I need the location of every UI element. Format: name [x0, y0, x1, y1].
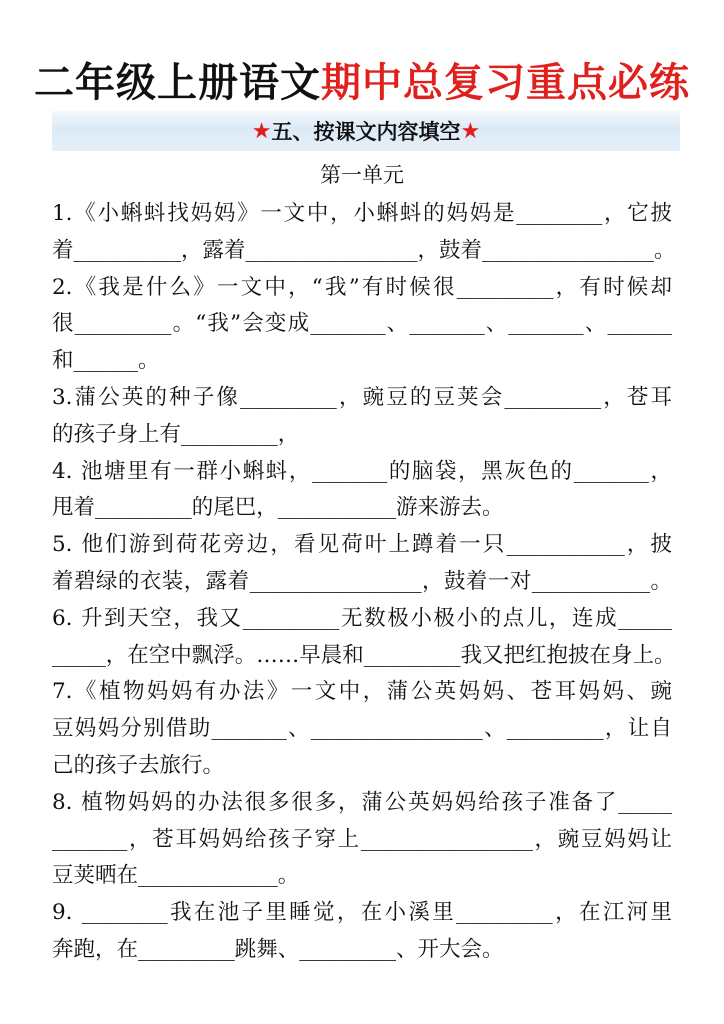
exercise-line: 5. 他们游到荷花旁边，看见荷叶上蹲着一只___________，披	[52, 532, 672, 558]
exercise-line: 很_________。“我”会变成_______、_______、_______、______	[52, 311, 672, 337]
exercise-line: 8. 植物妈妈的办法很多很多，蒲公英妈妈给孩子准备了_____	[52, 789, 672, 815]
exercise-line: 甩着_________的尾巴，___________游来游去。	[52, 495, 504, 521]
exercise-line: _____，在空中飘浮。……早晨和_________我又把红抱披在身上。	[52, 642, 676, 668]
exercise-line: 的孩子身上有_________，	[52, 421, 300, 447]
exercise-line: 4. 池塘里有一群小蝌蚪，_______的脑袋，黑灰色的_______，	[52, 458, 672, 484]
star-icon: ★	[251, 118, 272, 144]
exercise-line: 1.《小蝌蚪找妈妈》一文中，小蝌蚪的妈妈是________，它披	[52, 201, 672, 226]
exercise-line: 和______。	[52, 348, 160, 374]
title-red-part: 期中总复习重点必练	[321, 60, 690, 106]
exercise-line: 豆荚晒在_____________。	[52, 863, 300, 889]
exercise-line: 奔跑，在_________跳舞、_________、开大会。	[52, 936, 504, 962]
exercise-line: 7.《植物妈妈有办法》一文中，蒲公英妈妈、苍耳妈妈、豌	[52, 679, 672, 705]
exercise-line: 己的孩子去旅行。	[52, 752, 225, 778]
page-title	[0, 58, 724, 108]
exercise-body	[52, 196, 676, 969]
exercise-line: 9. ________我在池子里睡觉，在小溪里_________，在江河里	[52, 900, 672, 926]
unit-heading: 第一单元	[320, 163, 404, 187]
exercise-line: 豆妈妈分别借助_______、________________、_________，让自	[52, 716, 672, 742]
exercise-line: 6. 升到天空，我又_________无数极小极小的点儿，连成_____	[52, 605, 672, 631]
exercise-line: 2.《我是什么》一文中，“我”有时候很_________，有时候却	[52, 274, 672, 300]
exercise-line: 3.蒲公英的种子像_________，豌豆的豆荚会_________，苍耳	[52, 384, 672, 410]
exercise-line: 着__________，露着________________，鼓着________________。	[52, 237, 676, 263]
exercise-line: _______，苍耳妈妈给孩子穿上________________，豌豆妈妈让	[52, 826, 672, 852]
exercise-line: 着碧绿的衣装，露着________________，鼓着一对___________。	[52, 568, 672, 594]
title-black-part: 二年级上册语文	[34, 60, 321, 106]
section-banner	[52, 111, 680, 151]
section-heading: 五、按课文内容填空	[271, 120, 461, 144]
star-icon: ★	[460, 118, 481, 144]
